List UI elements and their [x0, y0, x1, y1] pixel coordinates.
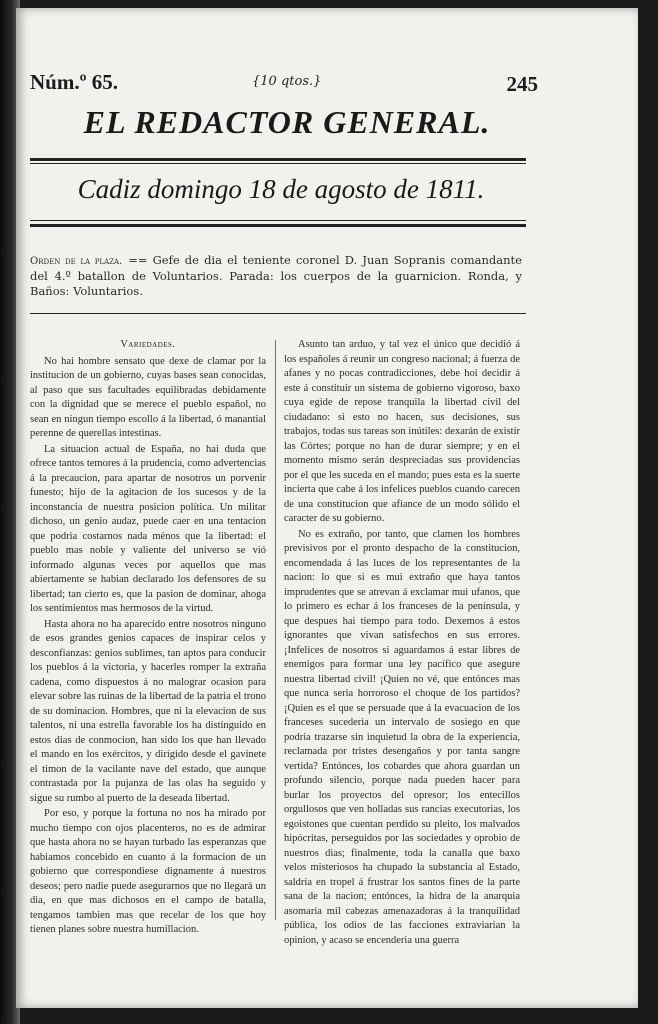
column-divider [275, 340, 276, 920]
paragraph: No hai hombre sensato que dexe de clamar por la institucion de un gobierno, cuyas bases sean conocidas, al paso que sus facultades equilibradas debidamente con la dignidad que se merece el pueblo español, no sean en ningun tiempo escollo á la libertad, ó manantial perenne de querellas intestinas. [30, 355, 266, 439]
paragraph: No es extraño, por tanto, que clamen los hombres previsivos por el pronto despacho de la constitucion, encomendada á las luces de los representantes de la nacion: lo que si es mui extraño que haya tantos imprudentes que se atrevan á exclamar mui ufanos, que lo primero es echar á los franceses de la península, y que despues hai tiempo para todo. Dexemos á estos ignorantes que vivan satisfechos en sus errores. ¡Infelices de nosotros si aguardamos á estar libres de enemigos para formar una ley pacífico que asegure nuestra libertad civil! ¡Quien no vé, que entónces mas que nunca seria horroroso el choque de los partidos? ¡Quien es el que se persuade que á la evacuacion de los franceses sucederia un intervalo de sosiego en que podria trazarse sin inquietud la obra de la experiencia, reclamada por tristes desengaños y por tanta sangre vertida? Entónces, los cobardes que ahora guardan un profundo silencio, porque nada pueden hacer para burlar los proyectos del opresor; los entecillos orgullosos que ven holladas sus rancias executorias, los egoistones que cuentan perdido su pleito, los malvados hipócritas, perseguidos por las sociedades y oprobio de nuestros dias; finalmente, toda la canalla que baxo velos misteriosos ha chupado la substancia al Estado, saldria en tropel á frustrar los santos fines de la parte sana de la nacion; entónces, la hidra de la anarquia asomaria mil cabezas amenazadoras á la tranquilidad pública, los odios de las facciones extraviarian la opinion, y acaso se encenderia una guerra [284, 528, 520, 946]
price: {10 qtos.} [252, 74, 322, 89]
masthead-title: EL REDACTOR GENERAL. [83, 104, 491, 140]
masthead-rule-top-thin [30, 163, 526, 164]
orden-text: == Gefe de dia el teniente coronel D. Juan Sopranis comandante del 4.º batallon de Voluntarios. Parada: los cuerpos de la guarnicion. Ronda, y Baños: Voluntarios. [30, 253, 522, 298]
dateline-rule-bottom [30, 224, 526, 227]
dateline-rule-thin [30, 220, 526, 221]
masthead-rule-top [30, 158, 526, 161]
section-title: Variedades. [120, 339, 176, 350]
orden-de-la-plaza [30, 253, 522, 299]
dateline: Cadiz domingo 18 de agosto de 1811. [77, 174, 485, 204]
paragraph: Hasta ahora no ha aparecido entre nosotros ninguno de esos grandes genios capaces de inspirar celos y desconfianzas: genios sublimes, tan aptos para conducir los pueblos á la victoria, y hacerles romper la extraña cadena, como dispuestos á no malograr ocasion para elevar sobre las ruinas de la libertad de la patria el trono de su dominacion. Hombres, que ni la elevacion de sus talentos, ni una estrella favorable los ha distinguido en estos dias de conmocion, han sido los que han llevado el mando en los exércitos, y dirigido desde el gavinete el timon de la vacilante nave del estado, que aunque contrastada por la pujanza de las olas ha seguido y sigue su rumbo al puerto de la deseada libertad. [30, 618, 266, 804]
paragraph: La situacion actual de España, no hai duda que ofrece tantos temores á la prudencia, como advertencias á la precaucion, para apartar de nosotros un porvenir funesto; hijo de la agitacion de los sucesos y de la inconstancia de nuestra posicion política. Un militar dichoso, un genio audaz, puede caer en una tentacion que podria costarnos nada ménos que la libertad: el pueblo mas noble y valiente del universo se vió informado algunas veces por aquellos que mas abiertamente se habian declarado los defensores de su libertad; tan cierto es, que la pasion de dominar, ahoga los sentimientos mas hermosos de la virtud. [30, 443, 266, 614]
newspaper-page [16, 8, 638, 1008]
page-number: 245 [506, 72, 538, 96]
issue-number: Núm.º 65. [30, 70, 119, 94]
right-column [284, 338, 520, 946]
section-rule [30, 313, 526, 314]
paragraph: Asunto tan arduo, y tal vez el único que decidió á los españoles á reunir un congreso nacional; á fuerza de afanes y no pocas contradicciones, debe hoi decidir á este á constituir un sistema de gobierno vigoroso, baxo cuya egide de repose tranquila la libertad civil del ciudadano: si esto no hacen, sus decisiones, sus trabajos, todas sus tareas son inútiles: dexarán de existir las Córtes; porque no han de durar siempre; y en el momento mismo serán despreciadas sus providencias por el que les suceda en el mando; pues esta es la suerte incierta que cabe á los infelices pueblos cuando carecen de una constitucion que afiance de un modo sólido el caracter de su gobierno. [284, 339, 520, 524]
paragraph: Por eso, y porque la fortuna no nos ha mirado por mucho tiempo con ojos placenteros, no es de admirar que hasta ahora no se hayan turbado las esperanzas que habiamos concebido en cuanto á la formacion de un gobierno que correspondiese dignamente á nuestros deseos; pero nadie puede asegurarnos que no llegará un dia, en que mas dichosos en el campo de batalla, tengamos tambien mas que recelar de los que hoy tienen planes sobre nuestra humillacion. [30, 808, 266, 935]
left-column [30, 338, 266, 935]
orden-label: Orden de la plaza. [30, 256, 123, 267]
